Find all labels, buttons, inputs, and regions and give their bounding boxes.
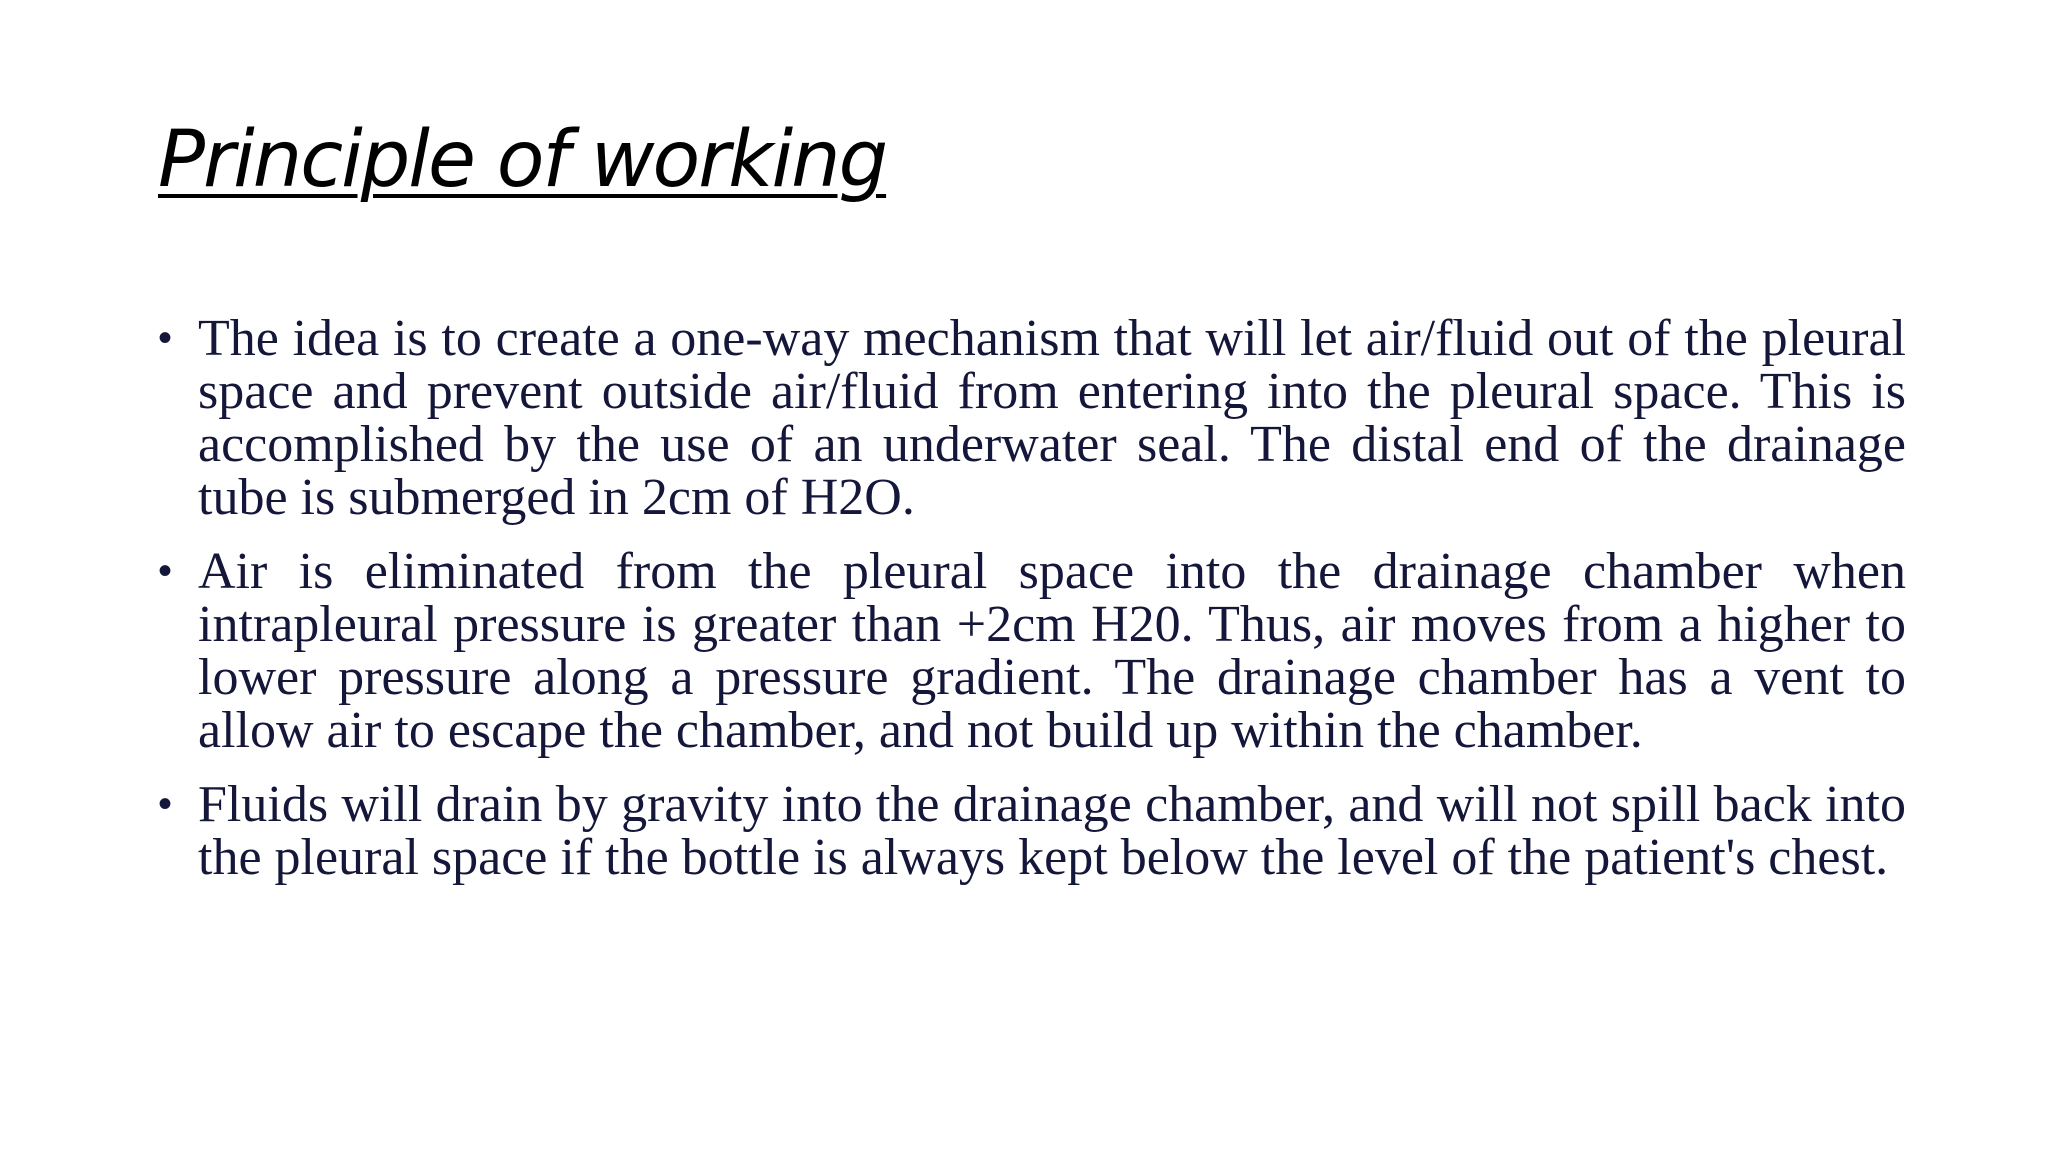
bullet-text: Air is eliminated from the pleural space into the drainage chamber when intrapleural pressure is greater than +2cm H20. Thus, air moves from a higher to lower pressure along a pressure gradient. The drainage chamber has a vent to allow air to escape the chamber, and not build up within the chamber. (198, 543, 1906, 759)
bullet-item-3 (158, 778, 1906, 884)
slide-title: Principle of working (158, 115, 887, 205)
bullet-text: Fluids will drain by gravity into the drainage chamber, and will not spill back into the pleural space if the bottle is always kept below the level of the patient's chest. (198, 776, 1906, 886)
bullet-item-2 (158, 545, 1906, 757)
bullet-marker: • (158, 316, 173, 360)
bullet-marker: • (158, 549, 173, 593)
bullet-marker: • (158, 782, 173, 826)
bullet-item-1 (158, 312, 1906, 524)
bullet-list (158, 312, 1906, 905)
bullet-text: The idea is to create a one-way mechanism that will let air/fluid out of the pleural space and prevent outside air/fluid from entering into the pleural space. This is accomplished by the use of an underwater seal. The distal end of the drainage tube is submerged in 2cm of H2O. (198, 310, 1906, 526)
